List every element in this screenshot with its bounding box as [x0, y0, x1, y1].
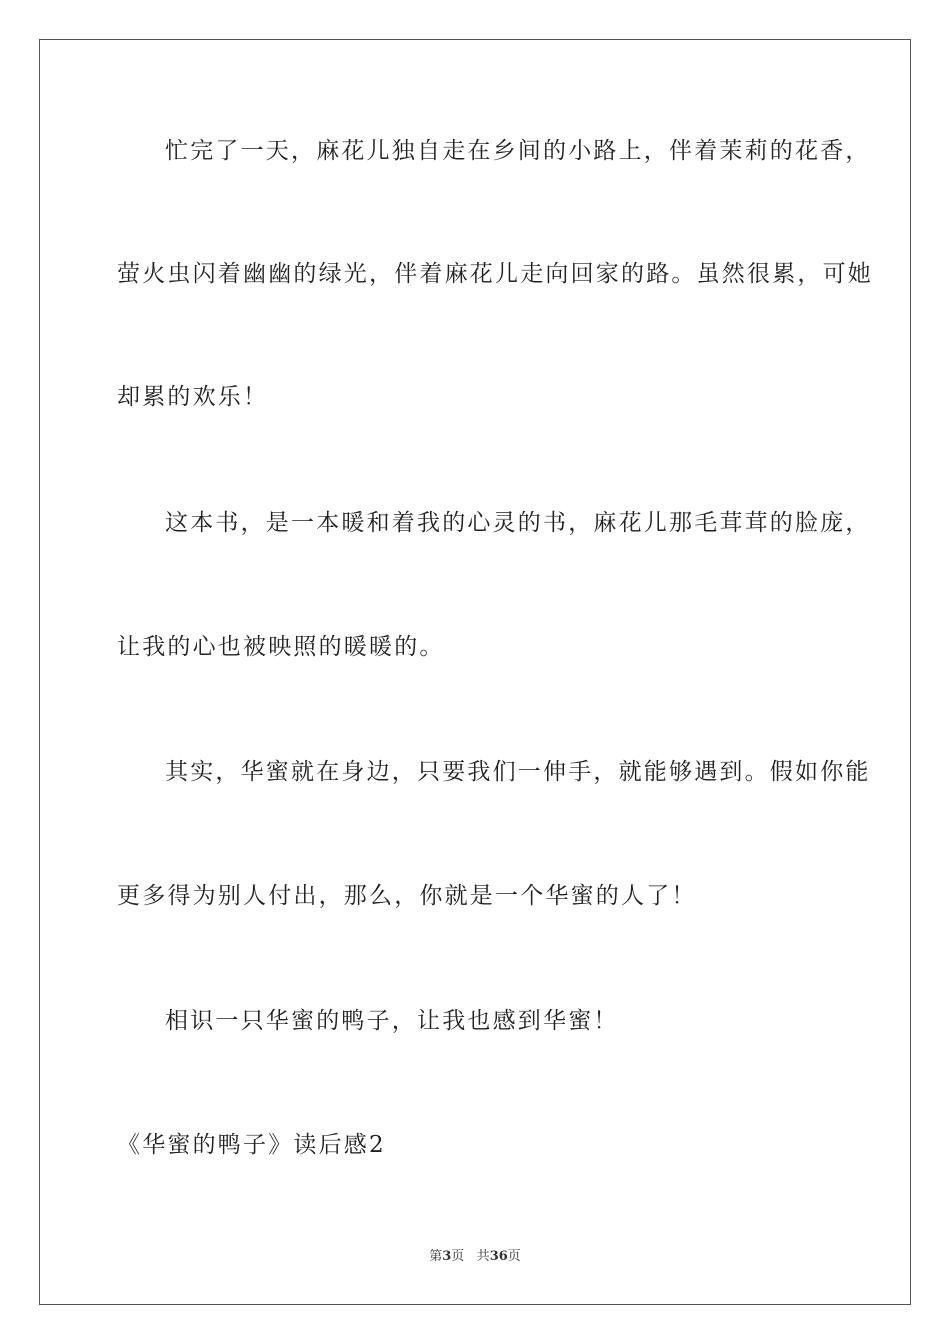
paragraph-line: 忙完了一天，麻花儿独自走在乡间的小路上，伴着茉莉的花香， [165, 138, 871, 164]
section-heading: 《华蜜的鸭子》读后感2 [117, 1132, 386, 1158]
paragraph-line: 萤火虫闪着幽幽的绿光，伴着麻花儿走向回家的路。虽然很累，可她 [117, 261, 873, 287]
footer-page-suffix: 页 [451, 1249, 465, 1264]
page-border [39, 39, 911, 1305]
paragraph-line: 让我的心也被映照的暖暖的。 [117, 634, 445, 660]
paragraph-line: 相识一只华蜜的鸭子，让我也感到华蜜！ [165, 1008, 619, 1034]
total-pages-number: 36 [489, 1249, 508, 1264]
footer-prefix: 第 [429, 1249, 443, 1264]
paragraph-line: 却累的欢乐！ [117, 384, 269, 410]
footer-total-prefix: 共 [476, 1249, 490, 1264]
paragraph-line: 其实，华蜜就在身边，只要我们一伸手，就能够遇到。假如你能 [165, 759, 871, 785]
footer-total-suffix: 页 [507, 1249, 521, 1264]
page-footer [0, 1248, 950, 1266]
paragraph-line: 更多得为别人付出，那么，你就是一个华蜜的人了！ [117, 883, 697, 909]
paragraph-line: 这本书，是一本暖和着我的心灵的书，麻花儿那毛茸茸的脸庞， [165, 510, 871, 536]
current-page-number: 3 [442, 1249, 452, 1264]
